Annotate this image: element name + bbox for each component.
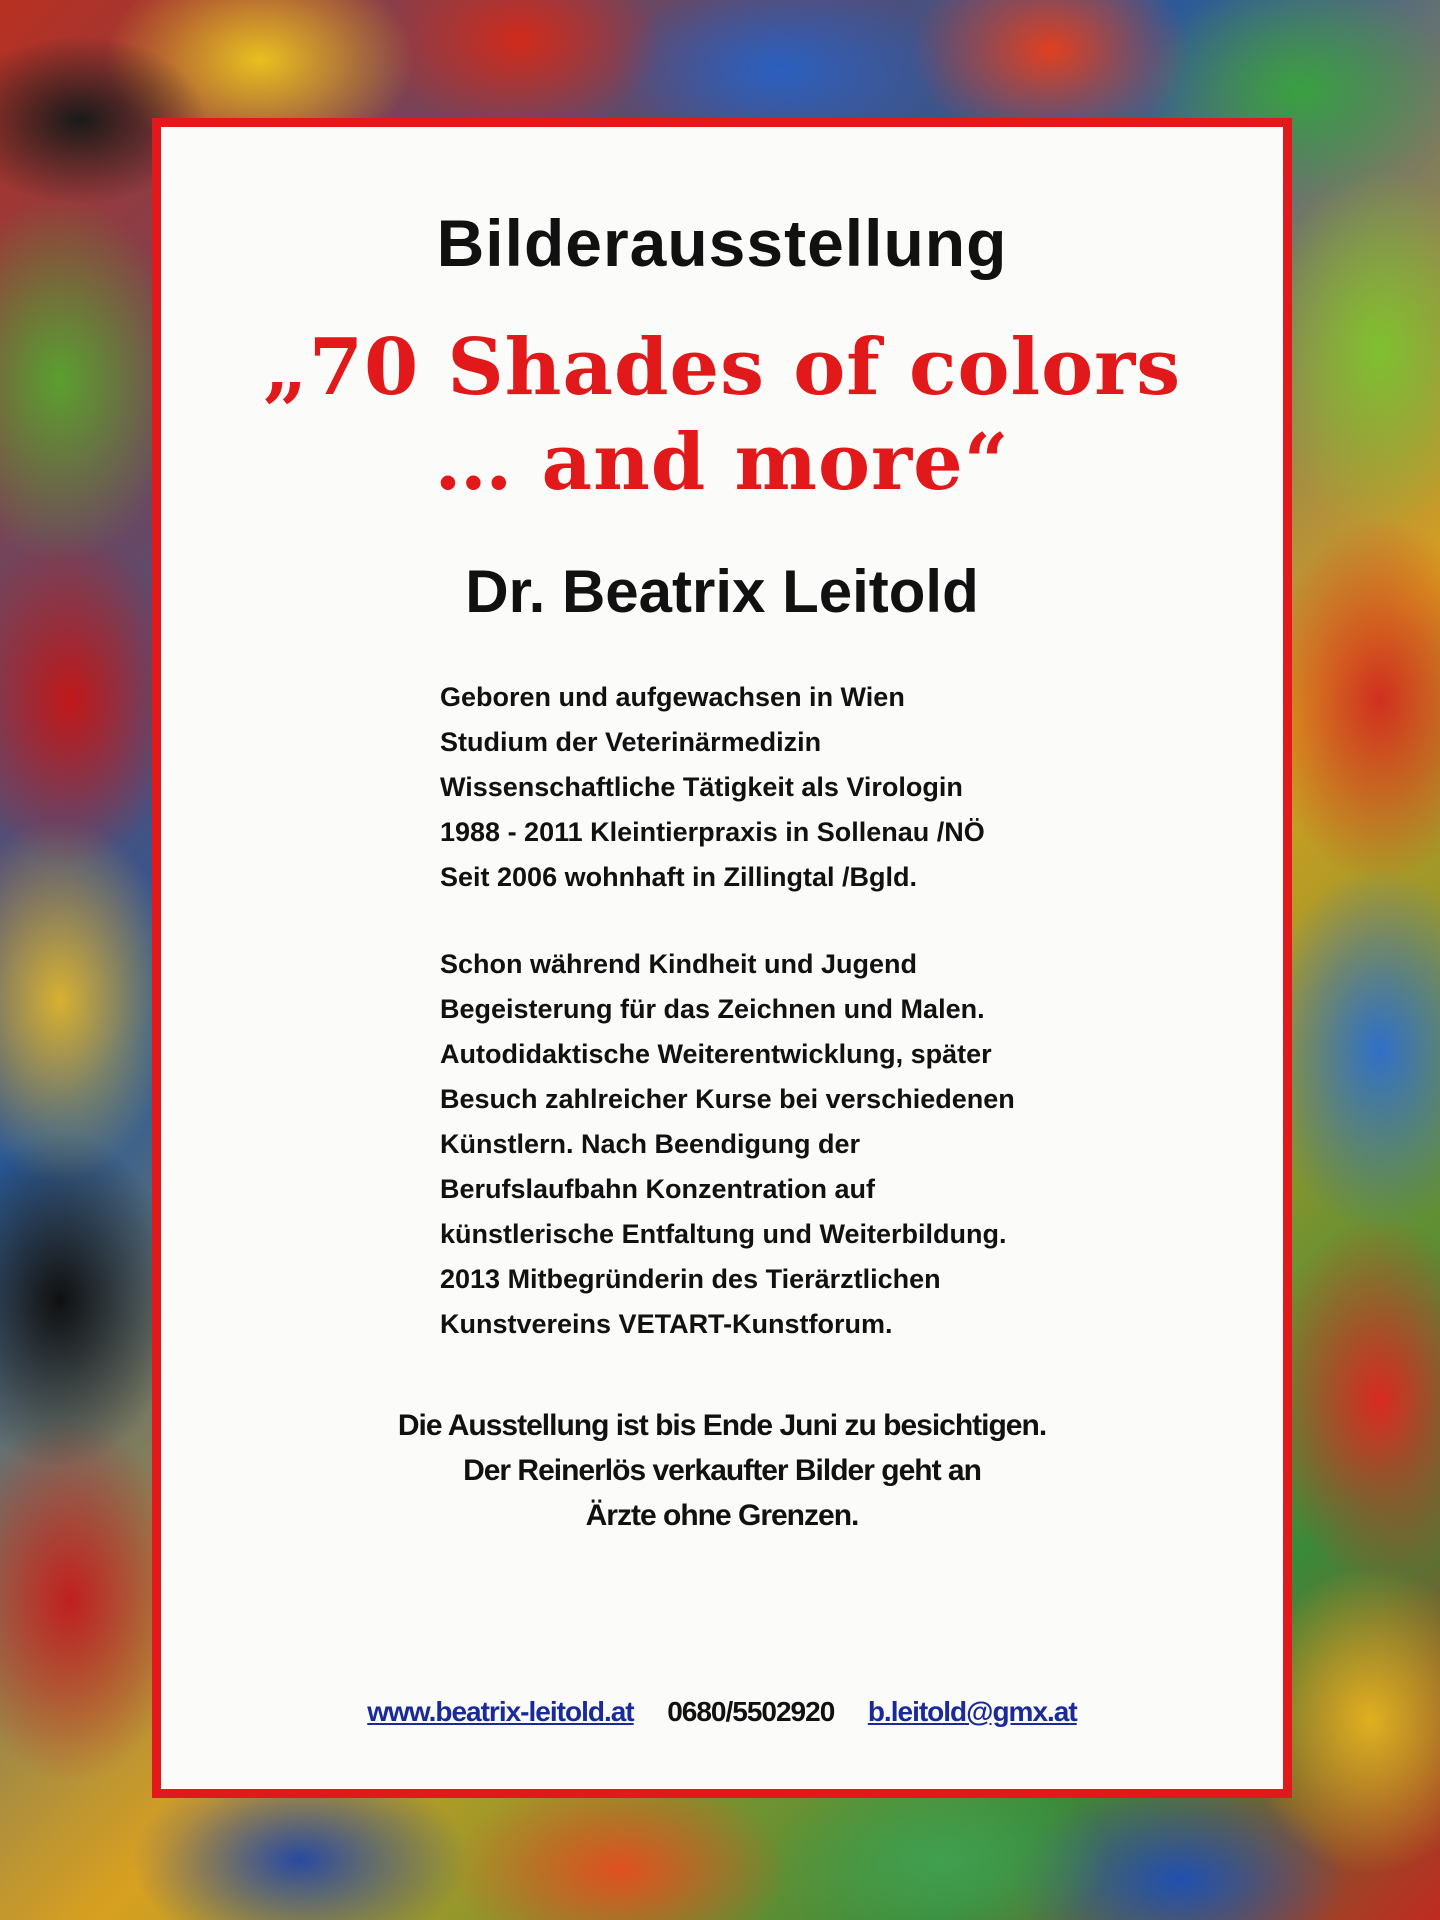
bio-line: Seit 2006 wohnhaft in Zillingtal /Bgld. [440,862,918,892]
exhibition-dates-note: Die Ausstellung ist bis Ende Juni zu besichtigen. [397,1409,1047,1442]
bio-line: Geboren und aufgewachsen in Wien [440,682,905,712]
bio-line: Wissenschaftliche Tätigkeit als Virologin [440,772,963,802]
contact-line [161,1696,1283,1728]
bio-block-1 [440,675,1200,900]
bio-line: Schon während Kindheit und Jugend [440,949,917,979]
bio-line: Autodidaktische Weiterentwicklung, später [440,1039,992,1069]
bio-line: Berufslaufbahn Konzentration auf [440,1174,876,1204]
poster-panel [152,118,1292,1798]
website-link[interactable]: www.beatrix-leitold.at [367,1696,634,1727]
bio-line: 2013 Mitbegründerin des Tierärztlichen [440,1264,941,1294]
bio-line: künstlerische Entfaltung und Weiterbildung. [440,1219,1007,1249]
phone-number: 0680/5502920 [667,1696,835,1727]
bio-block-2 [440,942,1200,1347]
bio-line: Besuch zahlreicher Kurse bei verschiedenen [440,1084,1015,1114]
bio-line: Studium der Veterinärmedizin [440,727,822,757]
bio-line: 1988 - 2011 Kleintierpraxis in Sollenau /NÖ [440,817,985,847]
bio-line: Künstlern. Nach Beendigung der [440,1129,861,1159]
poster-title: Bilderausstellung [436,206,1008,280]
bio-line: Kunstvereins VETART-Kunstforum. [440,1309,893,1339]
exhibition-subtitle-line2: … and more“ [434,417,1010,508]
artist-name: Dr. Beatrix Leitold [465,558,979,625]
exhibition-subtitle-line1: „70 Shades of colors [262,322,1182,413]
charity-name: Ärzte ohne Grenzen. [585,1499,859,1532]
bio-line: Begeisterung für das Zeichnen und Malen. [440,994,985,1024]
email-link[interactable]: b.leitold@gmx.at [867,1696,1077,1727]
proceeds-note: Der Reinerlös verkaufter Bilder geht an [463,1454,981,1487]
